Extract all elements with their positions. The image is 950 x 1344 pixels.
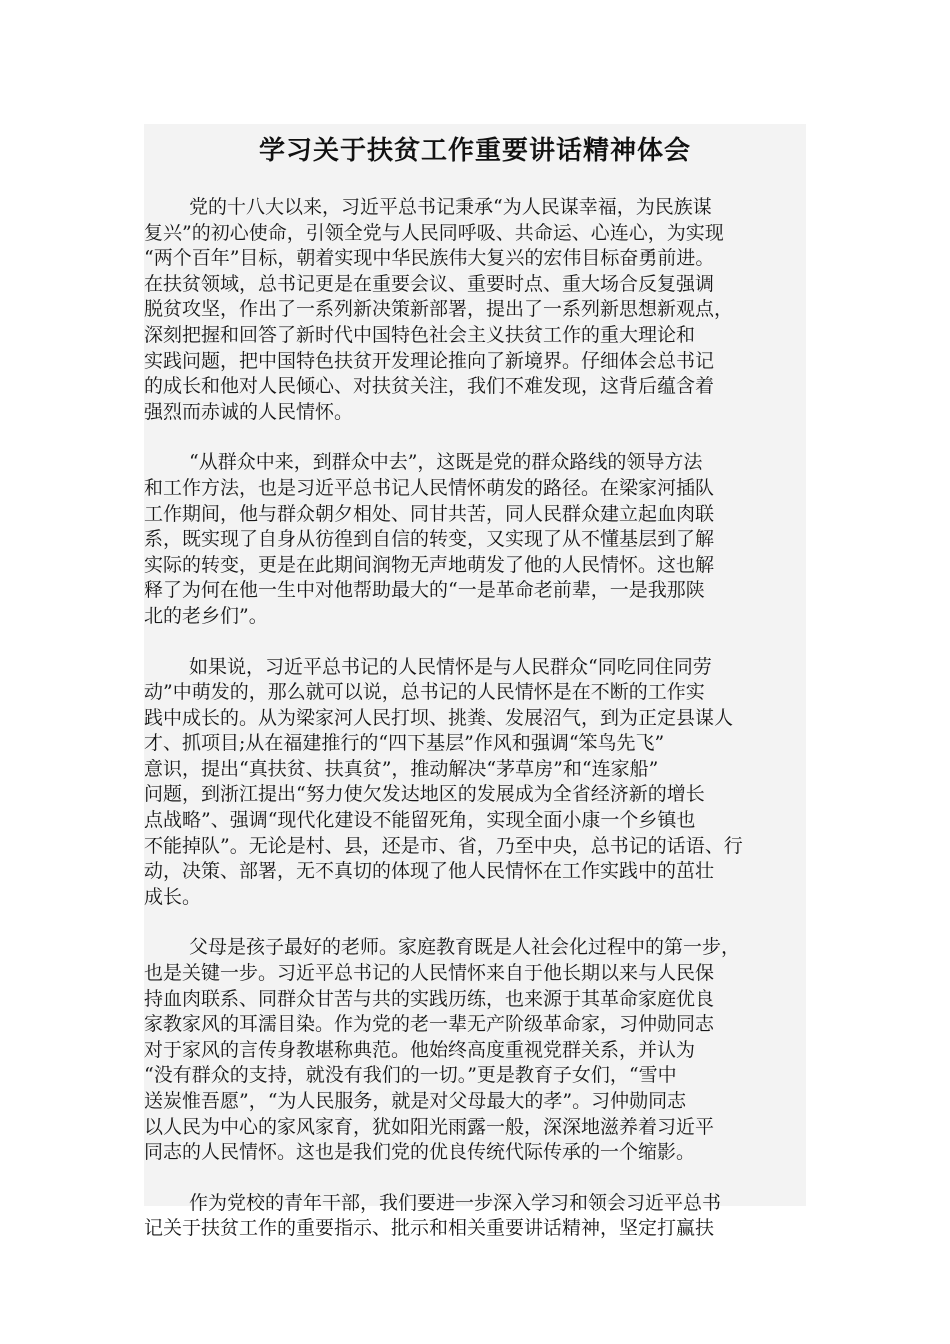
text-line: 复兴”的初心使命，引领全党与人民同呼吸、共命运、心连心，为实现: [144, 221, 724, 244]
text-line: 深刻把握和回答了新时代中国特色社会主义扶贫工作的重大理论和: [144, 323, 696, 346]
text-line: 同志的人民情怀。这也是我们党的优良传统代际传承的一个缩影。: [144, 1141, 696, 1164]
paragraph-4: [144, 935, 844, 1165]
text-line: 北的老乡们”。: [144, 604, 268, 627]
text-line: 对于家风的言传身教堪称典范。他始终高度重视党群关系，并认为: [144, 1038, 696, 1061]
text-line: 践中成长的。从为梁家河人民打坝、挑粪、发展沼气，到为正定县谋人: [144, 706, 734, 729]
text-line: “没有群众的支持，就没有我们的一切。”更是教育子女们，“雪中: [144, 1064, 677, 1087]
text-line: 作为党校的青年干部，我们要进一步深入学习和领会习近平总书: [189, 1191, 722, 1214]
text-line: 不能掉队”。无论是村、县，还是市、省，乃至中央，总书记的话语、行: [144, 834, 743, 857]
text-line: 记关于扶贫工作的重要指示、批示和相关重要讲话精神，坚定打赢扶: [144, 1217, 715, 1240]
text-line: 动”中萌发的，那么就可以说，总书记的人民情怀是在不断的工作实: [144, 681, 705, 704]
text-line: 脱贫攻坚，作出了一系列新决策新部署，提出了一系列新思想新观点，: [144, 298, 734, 321]
text-line: 的成长和他对人民倾心、对扶贫关注，我们不难发现，这背后蕴含着: [144, 375, 715, 398]
text-line: 问题，到浙江提出“努力使欠发达地区的发展成为全省经济新的增长: [144, 783, 705, 806]
paragraph-5: [144, 1191, 844, 1242]
text-line: 实践问题，把中国特色扶贫开发理论推向了新境界。仔细体会总书记: [144, 349, 715, 372]
document-title: 学习关于扶贫工作重要讲话精神体会: [258, 136, 691, 166]
text-line: 父母是孩子最好的老师。家庭教育既是人社会化过程中的第一步，: [189, 936, 741, 959]
text-line: 实际的转变，更是在此期间润物无声地萌发了他的人民情怀。这也解: [144, 553, 715, 576]
text-line: 强烈而赤诚的人民情怀。: [144, 400, 354, 423]
text-line: 释了为何在他一生中对他帮助最大的“一是革命老前辈，一是我那陕: [144, 579, 705, 602]
paragraph-1: [144, 195, 844, 425]
text-line: 持血肉联系、同群众甘苦与共的实践历练，也来源于其革命家庭优良: [144, 987, 715, 1010]
text-line: 工作期间，他与群众朝夕相处、同甘共苦，同人民群众建立起血肉联: [144, 502, 715, 525]
text-line: 送炭惟吾愿”，“为人民服务，就是对父母最大的孝”。习仲勋同志: [144, 1090, 687, 1112]
text-line: 点战略”、强调“现代化建设不能留死角，实现全面小康一个乡镇也: [144, 809, 696, 832]
text-line: “从群众中来，到群众中去”，这既是党的群众路线的领导方法: [189, 451, 703, 474]
text-line: 在扶贫领域，总书记更是在重要会议、重要时点、重大场合反复强调: [144, 272, 715, 295]
paragraph-3: [144, 655, 844, 911]
text-line: 也是关键一步。习近平总书记的人民情怀来自于他长期以来与人民保: [144, 962, 715, 985]
text-line: 以人民为中心的家风家育，犹如阳光雨露一般，深深地滋养着习近平: [144, 1115, 715, 1138]
text-line: “两个百年”目标，朝着实现中华民族伟大复兴的宏伟目标奋勇前进。: [144, 247, 715, 270]
text-line: 如果说，习近平总书记的人民情怀是与人民群众“同吃同住同劳: [189, 655, 712, 678]
text-line: 才、抓项目;从在福建推行的“四下基层”作风和强调“笨鸟先飞”: [144, 732, 665, 755]
paragraph-2: [144, 450, 844, 629]
text-line: 动，决策、部署，无不真切的体现了他人民情怀在工作实践中的茁壮: [144, 860, 715, 883]
text-line: 和工作方法，也是习近平总书记人民情怀萌发的路径。在梁家河插队: [144, 476, 715, 499]
document-body: [144, 195, 844, 1267]
text-line: 党的十八大以来，习近平总书记秉承“为人民谋幸福，为民族谋: [189, 196, 712, 218]
text-line: 系，既实现了自身从彷徨到自信的转变，又实现了从不懂基层到了解: [144, 528, 715, 551]
text-line: 家教家风的耳濡目染。作为党的老一辈无产阶级革命家，习仲勋同志: [144, 1013, 715, 1036]
text-line: 意识，提出“真扶贫、扶真贫”，推动解决“茅草房”和“连家船”: [144, 757, 659, 780]
text-line: 成长。: [144, 885, 202, 908]
